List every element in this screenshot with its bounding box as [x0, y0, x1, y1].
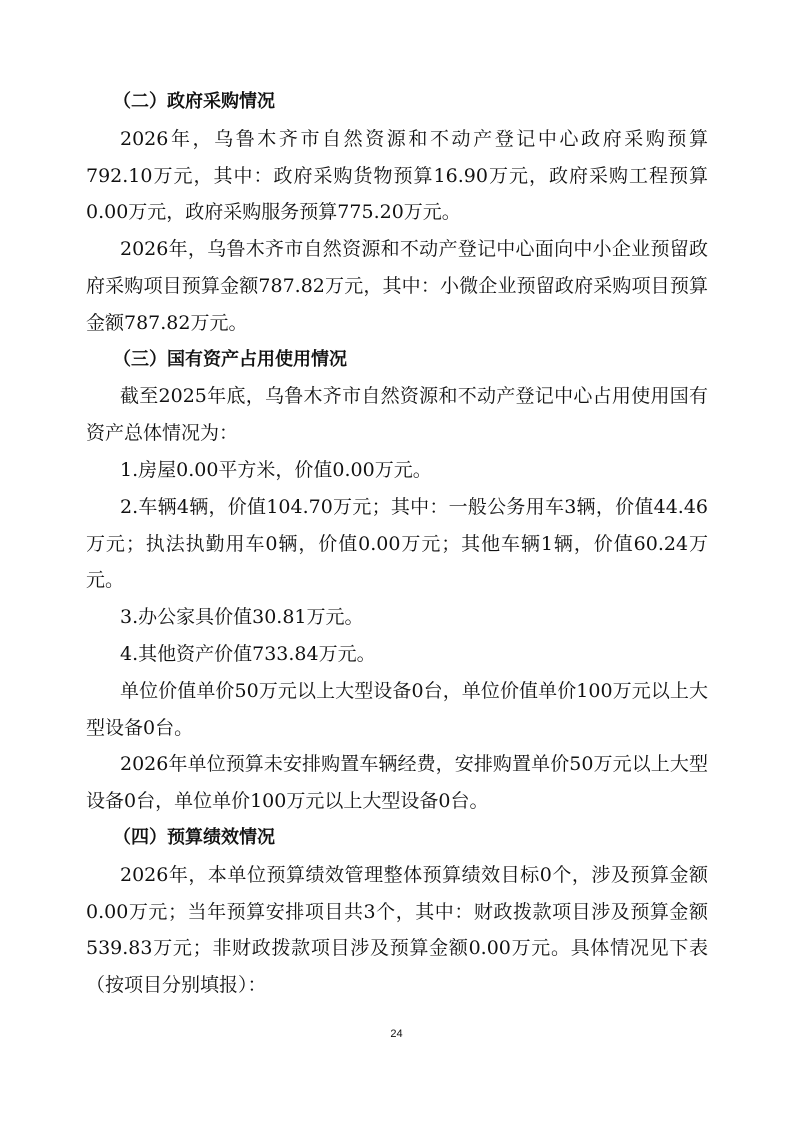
performance-paragraph-1: 2026年，本单位预算绩效管理整体预算绩效目标0个，涉及预算金额0.00万元；当年预算安排项目共3个，其中：财政拨款项目涉及预算金额539.83万元；非财政拨款项目涉及预算金额0.00万元。具体情况见下表（按项目分别填报）：: [86, 863, 708, 997]
section-heading-assets: （三）国有资产占用使用情况: [113, 348, 347, 370]
assets-item-furniture: 3.办公家具价值30.81万元。: [120, 606, 364, 629]
assets-paragraph-purchase: 2026年单位预算未安排购置车辆经费，安排购置单价50万元以上大型设备0台，单位单价100万元以上大型设备0台。: [86, 753, 708, 813]
assets-item-other: 4.其他资产价值733.84万元。: [120, 642, 376, 665]
section-heading-procurement: （二）政府采购情况: [113, 91, 275, 112]
procurement-paragraph-2: 2026年，乌鲁木齐市自然资源和不动产登记中心面向中小企业预留政府采购项目预算金额787.82万元，其中：小微企业预留政府采购项目预算金额787.82万元。: [86, 238, 708, 334]
page-number: 24: [390, 1028, 403, 1040]
assets-item-vehicles: 2.车辆4辆，价值104.70万元；其中：一般公务用车3辆，价值44.46万元；执法执勤用车0辆，价值0.00万元；其他车辆1辆，价值60.24万元。: [86, 495, 708, 592]
page-content: [86, 84, 708, 1004]
assets-paragraph-1: 截至2025年底，乌鲁木齐市自然资源和不动产登记中心占用使用国有资产总体情况为：: [86, 385, 708, 445]
procurement-paragraph-1: 2026年，乌鲁木齐市自然资源和不动产登记中心政府采购预算792.10万元，其中：政府采购货物预算16.90万元，政府采购工程预算0.00万元，政府采购服务预算775.20万元。: [86, 127, 708, 224]
section-heading-performance: （四）预算绩效情况: [113, 826, 275, 848]
assets-paragraph-equipment: 单位价值单价50万元以上大型设备0台，单位价值单价100万元以上大型设备0台。: [86, 679, 708, 739]
assets-item-housing: 1.房屋0.00平方米，价值0.00万元。: [120, 458, 432, 481]
